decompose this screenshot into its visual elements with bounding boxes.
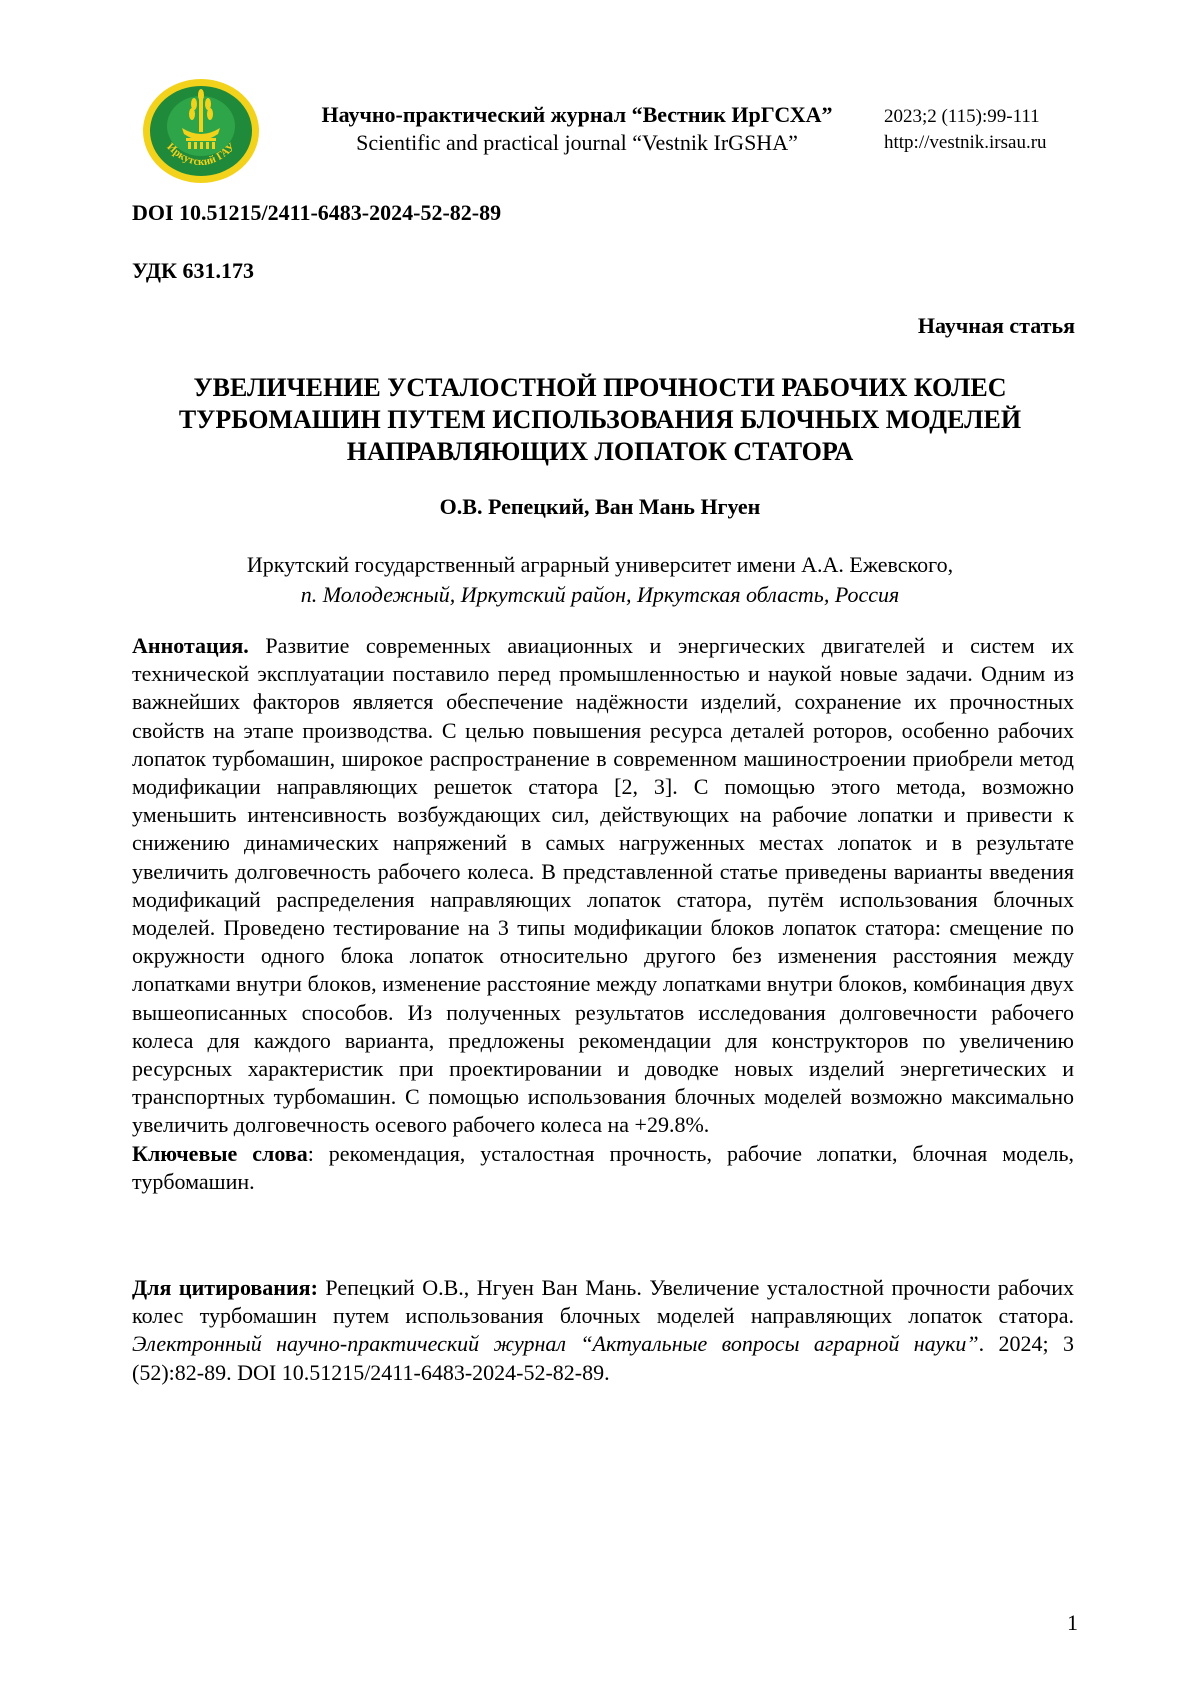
affiliation-institution: Иркутский государственный аграрный университет имени А.А. Ежевского,: [246, 552, 954, 577]
citation-label: Для цитирования:: [132, 1275, 318, 1300]
logo-text: Иркутский ГАУ: [164, 140, 238, 169]
keywords-label: Ключевые слова: [132, 1140, 308, 1166]
citation-journal: Электронный научно-практический журнал “Актуальные вопросы аграрной науки”: [132, 1331, 979, 1357]
keywords-text: : рекомендация, усталостная прочность, рабочие лопатки, блочная модель, турбомашин.: [132, 1140, 1074, 1194]
udk: УДК 631.173: [132, 258, 255, 283]
abstract-section: [132, 632, 1074, 1196]
journal-url[interactable]: http://vestnik.irsau.ru: [884, 132, 1047, 153]
affiliation-location: п. Молодежный, Иркутский район, Иркутская область, Россия: [300, 582, 900, 607]
issue-info: 2023;2 (115):99-111: [884, 106, 1040, 127]
article-title: [120, 372, 1080, 468]
abstract-text: Развитие современных авиационных и энергических двигателей и систем их технической эксплуатации поставило перед промышленностью и наукой новые задачи. Одним из важнейших факторов является обеспечение надёжности изделий, сохранение их прочностных свойств на этапе производства. С целью повышения ресурса деталей роторов, особенно рабочих лопаток турбомашин, широкое распространение в современном машиностроении приобрели метод модификации направляющих решеток статора [2, 3]. С помощью этого метода, возможно уменьшить интенсивность возбуждающих сил, действующих на рабочие лопатки и привести к снижению динамических напряжений в самых нагруженных местах лопаток и в результате увеличить долговечность рабочего колеса. В представленной статье приведены варианты введения модификаций распределения направляющих лопаток статора, путём использования блочных моделей. Проведено тестирование на 3 типы модификации блоков лопаток статора: смещение по окружности одного блока лопаток относительно другого без изменения расстояния между лопатками внутри блоков, изменение расстояние между лопатками внутри блоков, комбинация двух вышеописанных способов. Из полученных результатов исследования долговечности рабочего колеса для каждого варианта, предложены рекомендации для конструкторов по увеличению ресурсных характеристик при проектировании и доводке новых изделий энергетических и транспортных турбомашин. С помощью использования блочных моделей возможно максимально увеличить долговечность осевого рабочего колеса на +29.8%.: [132, 633, 1075, 1138]
authors: О.В. Репецкий, Ван Мань Нгуен: [439, 494, 761, 519]
title-line: УВЕЛИЧЕНИЕ УСТАЛОСТНОЙ ПРОЧНОСТИ РАБОЧИХ КОЛЕС: [193, 373, 1007, 402]
title-line: ТУРБОМАШИН ПУТЕМ ИСПОЛЬЗОВАНИЯ БЛОЧНЫХ МОДЕЛЕЙ: [178, 405, 1022, 434]
citation-section: [132, 1274, 1074, 1387]
journal-title-ru: Научно-практический журнал “Вестник ИрГСХА”: [321, 102, 833, 127]
doi: DOI 10.51215/2411-6483-2024-52-82-89: [132, 200, 502, 225]
affiliation: [120, 550, 1080, 610]
university-logo: [142, 78, 260, 184]
citation-text: Репецкий О.В., Нгуен Ван Мань. Увеличение усталостной прочности рабочих колес турбомашин путем использования блочных моделей направляющих лопаток статора.: [132, 1275, 1074, 1329]
title-line: НАПРАВЛЯЮЩИХ ЛОПАТОК СТАТОРА: [346, 437, 854, 466]
citation-tail: . 2024; 3 (52):82-89. DOI 10.51215/2411-6483-2024-52-82-89.: [132, 1331, 1074, 1385]
page-number: 1: [1067, 1610, 1078, 1635]
issue-block: [884, 104, 1084, 156]
article-type: Научная статья: [917, 313, 1075, 338]
abstract-paragraph: [132, 632, 1074, 1140]
journal-title-en: Scientific and practical journal “Vestnik IrGSHA”: [356, 130, 798, 155]
keywords-paragraph: [132, 1140, 1074, 1196]
abstract-label: Аннотация.: [132, 633, 249, 658]
journal-title-block: [282, 101, 872, 157]
